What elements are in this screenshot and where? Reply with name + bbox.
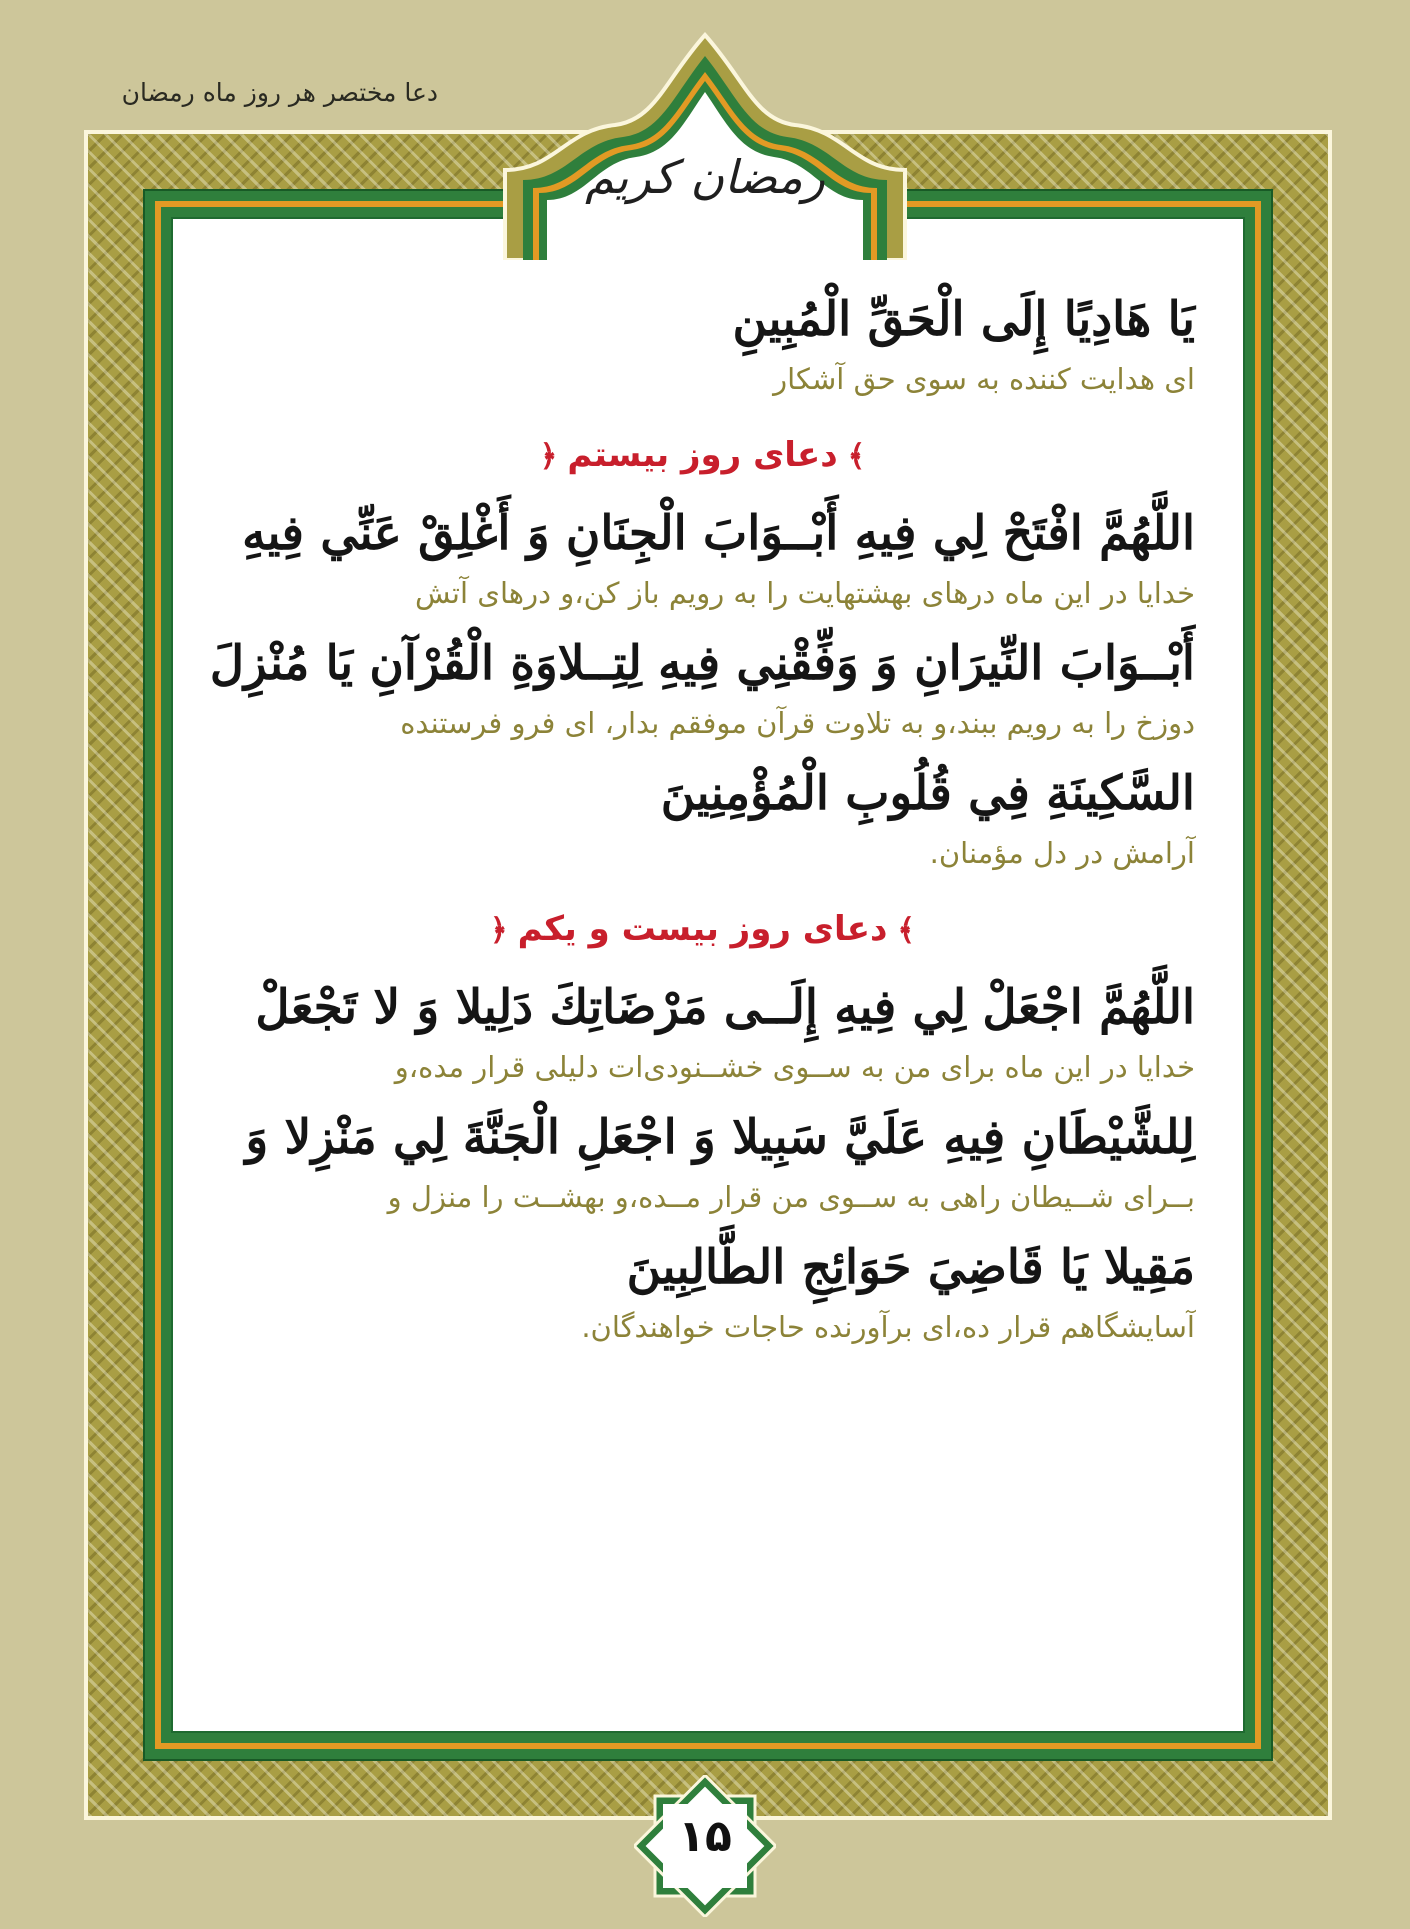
page-number: ۱۵ [678, 1811, 732, 1862]
persian-translation: آرامش در دل مؤمنان. [929, 836, 1195, 870]
ornament-open: ﴾ [897, 913, 915, 948]
arabic-line: السَّكِينَةِ فِي قُلُوبِ الْمُؤْمِنِينَ [660, 766, 1195, 821]
persian-translation: خدایا در این ماه درهای بهشتهایت را به رویم باز کن،و درهای آتش [414, 576, 1195, 610]
persian-translation: ای هدایت کننده به سوی حق آشکار [773, 362, 1195, 396]
section-heading [210, 899, 1195, 961]
persian-translation: آسایشگاهم قرار ده،ای برآورنده حاجات خواهندگان. [581, 1310, 1195, 1344]
persian-translation: دوزخ را به رویم ببند،و به تلاوت قرآن موفقم بدار، ای فرو فرستنده [400, 706, 1195, 740]
arabic-line: اللَّهُمَّ اجْعَلْ لِي فِيهِ إِلَــى مَرْضَاتِكَ دَلِيلا وَ لا تَجْعَلْ [255, 980, 1195, 1035]
crown-arch-icon [495, 30, 915, 260]
section-heading [210, 425, 1195, 487]
ornament-close: ﴿ [490, 913, 508, 948]
arabic-line: اللَّهُمَّ افْتَحْ لِي فِيهِ أَبْــوَابَ الْجِنَانِ وَ أَغْلِقْ عَنِّي فِيهِ [242, 506, 1195, 561]
arabic-line: أَبْــوَابَ النِّيرَانِ وَ وَفِّقْنِي فِيهِ لِتِــلاوَةِ الْقُرْآنِ يَا مُنْزِلَ [209, 636, 1195, 691]
persian-translation: خدایا در این ماه برای من به ســوی خشــنودی‌ات دلیلی قرار مده،و [394, 1050, 1195, 1084]
prayer-content [210, 285, 1195, 1363]
arabic-line: مَقِيلا يَا قَاضِيَ حَوَائِجِ الطَّالِبِينَ [626, 1240, 1195, 1295]
crown-title: رمضان کریم [585, 150, 825, 204]
section-heading-label: دعای روز بیستم [567, 435, 838, 475]
ornament-close: ﴿ [539, 439, 558, 474]
section-heading-label: دعای روز بیست و یکم [517, 909, 888, 949]
arabic-line: لِلشَّيْطَانِ فِيهِ عَلَيَّ سَبِيلا وَ اجْعَلِ الْجَنَّةَ لِي مَنْزِلا وَ [245, 1110, 1195, 1165]
running-head: دعا مختصر هر روز ماه رمضان [121, 78, 438, 107]
ornament-open: ﴾ [847, 439, 866, 474]
persian-translation: بــرای شــیطان راهی به ســوی من قرار مــده،و بهشــت را منزل و [387, 1180, 1195, 1214]
crown-ornament [495, 30, 915, 260]
arabic-line: يَا هَادِيًا إِلَى الْحَقِّ الْمُبِينِ [732, 292, 1195, 347]
page-number-badge [634, 1775, 776, 1917]
